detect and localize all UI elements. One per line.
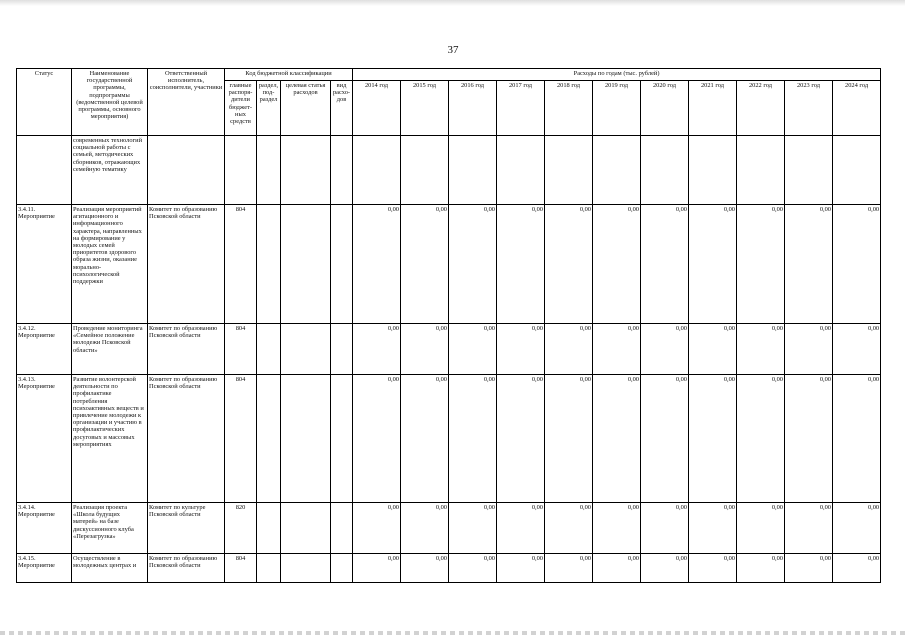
cell-name: Развитие волонтерской деятельности по профилактике потребления психоактивных веществ и привлечение молодежи к организации и участию в профилактических досуговых и массовых мероприятиях bbox=[72, 375, 148, 503]
cell-executor: Комитет по культуре Псковской области bbox=[148, 503, 225, 554]
table-row-continuation bbox=[17, 136, 881, 205]
cell-value: 0,00 bbox=[641, 205, 689, 324]
cell-value: 0,00 bbox=[497, 205, 545, 324]
cell-value: 0,00 bbox=[401, 554, 449, 583]
cell-value bbox=[401, 136, 449, 205]
header-year: 2022 год bbox=[737, 81, 785, 136]
cell-value: 0,00 bbox=[833, 503, 881, 554]
cell-value: 0,00 bbox=[497, 375, 545, 503]
cell-value bbox=[689, 136, 737, 205]
cell-value: 0,00 bbox=[593, 503, 641, 554]
cell-value bbox=[449, 136, 497, 205]
cell-empty bbox=[257, 205, 281, 324]
cell-value: 0,00 bbox=[785, 375, 833, 503]
cell-empty bbox=[281, 136, 331, 205]
cell-empty bbox=[331, 324, 353, 375]
cell-value: 0,00 bbox=[737, 324, 785, 375]
cell-executor: Комитет по образованию Псковской области bbox=[148, 205, 225, 324]
cell-value: 0,00 bbox=[593, 375, 641, 503]
cell-value: 0,00 bbox=[401, 205, 449, 324]
cell-empty bbox=[331, 205, 353, 324]
cell-empty bbox=[331, 503, 353, 554]
cell-value: 0,00 bbox=[689, 205, 737, 324]
cell-value: 0,00 bbox=[737, 205, 785, 324]
cell-value: 0,00 bbox=[449, 375, 497, 503]
cell-empty bbox=[281, 554, 331, 583]
cell-name: Осуществление в молодежных центрах и bbox=[72, 554, 148, 583]
header-year: 2023 год bbox=[785, 81, 833, 136]
cell-value: 0,00 bbox=[689, 554, 737, 583]
cell-value: 0,00 bbox=[353, 324, 401, 375]
header-code-grbs: главные распоря-дители бюджет-ных средств bbox=[225, 81, 257, 136]
cell-name: Проведение мониторинга «Семейное положение молодежи Псковской области» bbox=[72, 324, 148, 375]
table-row bbox=[17, 205, 881, 324]
cell-value: 0,00 bbox=[545, 554, 593, 583]
cell-empty bbox=[331, 554, 353, 583]
header-year: 2020 год bbox=[641, 81, 689, 136]
cell-value: 0,00 bbox=[689, 375, 737, 503]
header-year: 2019 год bbox=[593, 81, 641, 136]
cell-value bbox=[833, 136, 881, 205]
cell-value: 0,00 bbox=[641, 554, 689, 583]
cell-value bbox=[593, 136, 641, 205]
header-year: 2021 год bbox=[689, 81, 737, 136]
table-row bbox=[17, 324, 881, 375]
header-code-section: раздел, под-раздел bbox=[257, 81, 281, 136]
cell-value bbox=[545, 136, 593, 205]
cell-executor bbox=[148, 136, 225, 205]
cell-value: 0,00 bbox=[353, 503, 401, 554]
header-years-group: Расходы по годам (тыс. рублей) bbox=[353, 69, 881, 81]
cell-value: 0,00 bbox=[593, 554, 641, 583]
cell-value: 0,00 bbox=[545, 324, 593, 375]
table-row bbox=[17, 503, 881, 554]
cell-executor: Комитет по образованию Псковской области bbox=[148, 324, 225, 375]
cell-value: 0,00 bbox=[737, 503, 785, 554]
cell-code: 804 bbox=[225, 375, 257, 503]
header-code-group: Код бюджетной классификации bbox=[225, 69, 353, 81]
cell-value: 0,00 bbox=[401, 375, 449, 503]
table-row bbox=[17, 554, 881, 583]
cell-name: современных технологий социальной работы с семьей, методических сборников, отражающих семейную тематику bbox=[72, 136, 148, 205]
budget-table bbox=[16, 68, 881, 583]
cell-value: 0,00 bbox=[449, 554, 497, 583]
cell-empty bbox=[331, 375, 353, 503]
header-year: 2014 год bbox=[353, 81, 401, 136]
cell-empty bbox=[257, 324, 281, 375]
cell-empty bbox=[331, 136, 353, 205]
cell-value bbox=[785, 136, 833, 205]
cell-value: 0,00 bbox=[689, 503, 737, 554]
page-number: 37 bbox=[447, 44, 459, 56]
header-year: 2018 год bbox=[545, 81, 593, 136]
cell-value: 0,00 bbox=[785, 503, 833, 554]
cell-value: 0,00 bbox=[545, 375, 593, 503]
cell-value bbox=[497, 136, 545, 205]
cell-value: 0,00 bbox=[641, 324, 689, 375]
cell-value: 0,00 bbox=[449, 503, 497, 554]
cell-code: 804 bbox=[225, 324, 257, 375]
cell-value: 0,00 bbox=[785, 554, 833, 583]
cell-empty bbox=[257, 375, 281, 503]
cell-empty bbox=[257, 503, 281, 554]
cell-value: 0,00 bbox=[641, 375, 689, 503]
cell-code: 804 bbox=[225, 205, 257, 324]
cell-code bbox=[225, 136, 257, 205]
cell-status: 3.4.12. Мероприятие bbox=[17, 324, 72, 375]
cell-value: 0,00 bbox=[401, 503, 449, 554]
header-year: 2024 год bbox=[833, 81, 881, 136]
cell-empty bbox=[257, 136, 281, 205]
header-code-type: вид расхо-дов bbox=[331, 81, 353, 136]
cell-value: 0,00 bbox=[545, 503, 593, 554]
cell-value: 0,00 bbox=[737, 554, 785, 583]
cell-value: 0,00 bbox=[353, 205, 401, 324]
cell-value: 0,00 bbox=[593, 205, 641, 324]
cell-value: 0,00 bbox=[497, 503, 545, 554]
cell-code: 804 bbox=[225, 554, 257, 583]
cell-value: 0,00 bbox=[785, 324, 833, 375]
cell-value: 0,00 bbox=[449, 205, 497, 324]
cell-value: 0,00 bbox=[833, 324, 881, 375]
scan-edge-top bbox=[0, 0, 905, 6]
cell-value: 0,00 bbox=[497, 324, 545, 375]
cell-status: 3.4.11. Мероприятие bbox=[17, 205, 72, 324]
table-row bbox=[17, 375, 881, 503]
cell-value: 0,00 bbox=[833, 375, 881, 503]
cell-status bbox=[17, 136, 72, 205]
cell-value: 0,00 bbox=[833, 554, 881, 583]
cell-value: 0,00 bbox=[353, 375, 401, 503]
cell-name: Реализация мероприятий агитационного и информационного характера, направленных на формирование у молодых семей приоритетов здорового образа жизни, оказание морально-психологической поддержки bbox=[72, 205, 148, 324]
header-status: Статус bbox=[17, 69, 72, 136]
cell-empty bbox=[257, 554, 281, 583]
cell-value: 0,00 bbox=[545, 205, 593, 324]
cell-executor: Комитет по образованию Псковской области bbox=[148, 375, 225, 503]
cell-value: 0,00 bbox=[593, 324, 641, 375]
cell-value: 0,00 bbox=[497, 554, 545, 583]
cell-code: 820 bbox=[225, 503, 257, 554]
cell-value: 0,00 bbox=[353, 554, 401, 583]
cell-status: 3.4.15. Мероприятие bbox=[17, 554, 72, 583]
cell-value: 0,00 bbox=[401, 324, 449, 375]
cell-value: 0,00 bbox=[449, 324, 497, 375]
header-year: 2016 год bbox=[449, 81, 497, 136]
cell-executor: Комитет по образованию Псковской области bbox=[148, 554, 225, 583]
cell-empty bbox=[281, 205, 331, 324]
cell-empty bbox=[281, 375, 331, 503]
header-code-target: целевая статья расходов bbox=[281, 81, 331, 136]
cell-status: 3.4.14. Мероприятие bbox=[17, 503, 72, 554]
cell-value: 0,00 bbox=[737, 375, 785, 503]
scan-edge-bottom bbox=[0, 631, 905, 635]
header-name: Наименование государственной программы, подпрограммы (ведомственной целевой программы, основного мероприятия) bbox=[72, 69, 148, 136]
cell-empty bbox=[281, 324, 331, 375]
cell-empty bbox=[281, 503, 331, 554]
cell-value: 0,00 bbox=[689, 324, 737, 375]
cell-value bbox=[641, 136, 689, 205]
header-executor: Ответственный исполнитель, соисполнители, участники bbox=[148, 69, 225, 136]
cell-name: Реализация проекта «Школа будущих матерей» на базе дискуссионного клуба «Перезагрузка» bbox=[72, 503, 148, 554]
cell-value bbox=[737, 136, 785, 205]
cell-value: 0,00 bbox=[785, 205, 833, 324]
cell-value: 0,00 bbox=[641, 503, 689, 554]
cell-value bbox=[353, 136, 401, 205]
header-year: 2017 год bbox=[497, 81, 545, 136]
header-year: 2015 год bbox=[401, 81, 449, 136]
cell-status: 3.4.13. Мероприятие bbox=[17, 375, 72, 503]
cell-value: 0,00 bbox=[833, 205, 881, 324]
